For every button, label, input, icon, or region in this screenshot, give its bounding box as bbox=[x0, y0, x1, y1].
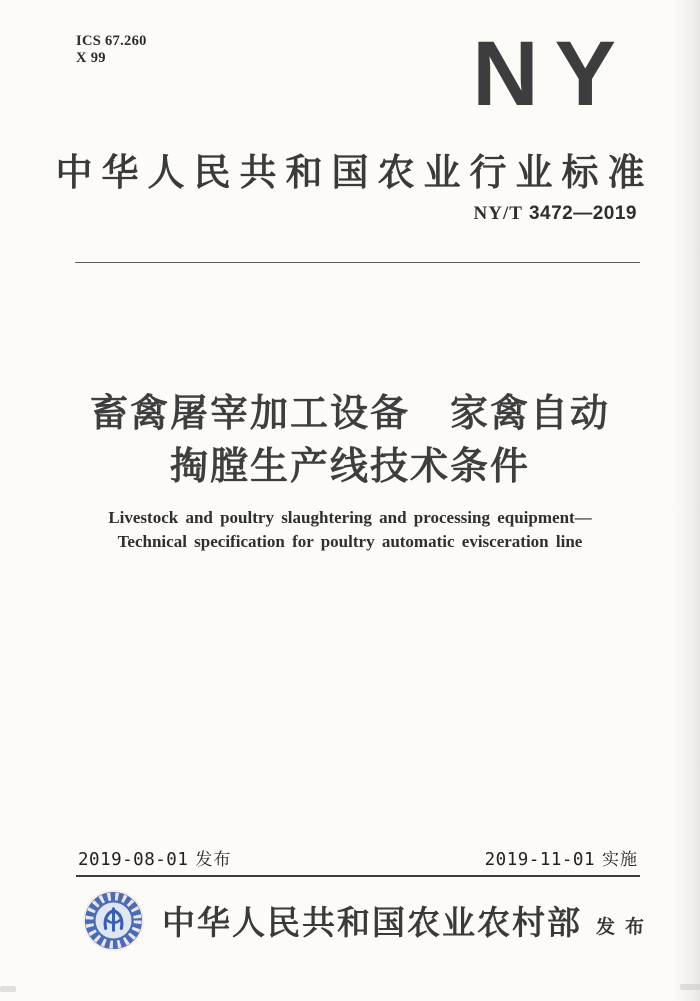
standard-series-heading: 中华人民共和国农业行业标准 bbox=[55, 152, 654, 193]
classification-block bbox=[76, 33, 147, 67]
date-row bbox=[78, 845, 638, 870]
ny-monogram: NY bbox=[472, 23, 632, 125]
ministry-emblem-icon bbox=[82, 889, 145, 952]
publisher-name: 中华人民共和国农业农村部 bbox=[162, 904, 582, 941]
issue-date: 2019-08-01 bbox=[78, 850, 189, 870]
implementation-date-group bbox=[485, 845, 638, 870]
scan-artifact bbox=[0, 986, 16, 992]
document-title-zh bbox=[0, 388, 700, 494]
implementation-date: 2019-11-01 bbox=[484, 850, 595, 870]
publish-label: 发布 bbox=[596, 917, 655, 938]
document-title-en bbox=[0, 506, 700, 554]
issue-date-group bbox=[78, 845, 231, 870]
standard-code bbox=[474, 203, 637, 225]
ics-number: ICS 67.260 bbox=[76, 33, 147, 49]
publisher-row bbox=[82, 889, 655, 952]
title-line-2: 掏膛生产线技术条件 bbox=[169, 446, 530, 488]
implementation-date-label: 实施 bbox=[602, 850, 638, 869]
header-divider bbox=[75, 262, 640, 263]
footer-divider bbox=[76, 875, 640, 877]
standard-code-prefix: NY/T bbox=[473, 203, 523, 224]
title-en-line-2: Technical specification for poultry automatic evisceration line bbox=[117, 532, 583, 551]
title-line-1: 畜禽屠宰加工设备 家禽自动 bbox=[89, 393, 610, 435]
classification-code: X 99 bbox=[76, 50, 106, 66]
scan-artifact bbox=[680, 984, 700, 990]
standard-code-number: 3472—2019 bbox=[528, 203, 637, 224]
title-en-line-1: Livestock and poultry slaughtering and processing equipment— bbox=[108, 508, 592, 527]
issue-date-label: 发布 bbox=[195, 850, 232, 869]
